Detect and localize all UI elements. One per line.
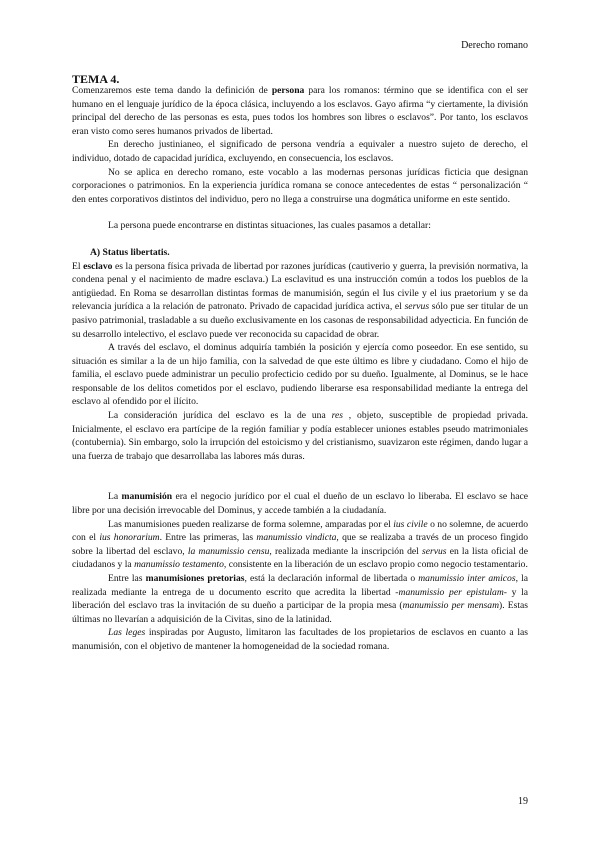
- text-run: No se aplica en derecho romano, este vocablo a las modernas personas jurídicas ficticia que designan corporaciones o patrimonios. En la experiencia jurídica romana se conoce antecedentes de estas “ personalización “ den entes corporativos distintos del individuo, pero no llega a construirse una dogmática uniforme en este sentido.: [72, 166, 528, 205]
- italic-term: la manumissio censu: [187, 545, 270, 557]
- bold-term: persona: [271, 85, 305, 96]
- text-run: consistente en la liberación de un esclavo propio como negocio testamentario.: [226, 559, 528, 571]
- italic-term: manumissio per mensam: [402, 600, 499, 612]
- text-run: En derecho justinianeo, el significado de persona vendría a equivaler a nuestro sujeto de derecho, el individuo, dotado de capacidad jurídica, excluyendo, en consecuencia, los esclavos.: [72, 139, 528, 164]
- text-run: La consideración jurídica del esclavo es la de una: [108, 410, 332, 422]
- italic-term: manumissio inter amicos: [418, 573, 516, 584]
- italic-term: servus: [421, 545, 447, 557]
- text-run: Comenzaremos este tema dando la definición de: [72, 85, 272, 96]
- bold-term: manumisiones pretorias: [145, 573, 245, 584]
- bold-term: manumisión: [121, 491, 173, 503]
- text-run: - y la liberación del esclavo tras la invitación de su dueño a participar de la propia mesa (: [72, 586, 529, 612]
- text-run: A través del esclavo, el dominus adquiría también la posición y ejercía como poseedor. En ese sentido, su situación es similar a la de un hijo familia, con la salvedad de que este último es libre y ciudadano. Como el hijo de familia, el esclavo puede administrar un peculio profecticio cedido por su dueño. Igualmente, al Dominus, se le hace responsable de los delitos cometidos por el esclavo, pudiendo liberarse esa responsabilidad mediante la entrega del esclavo al ofendido por el ilícito.: [72, 342, 528, 408]
- italic-term: manumissio per epistulam: [398, 586, 504, 598]
- italic-term: Las leges: [108, 627, 146, 639]
- paragraph: [72, 138, 528, 165]
- italic-term: ius honorarium: [99, 532, 160, 544]
- bold-term: esclavo: [83, 260, 113, 272]
- paragraph: [72, 260, 528, 342]
- paragraph: [72, 518, 528, 572]
- text-run: , que se realizaba a través de un proceso fingido sobre la libertad del esclavo,: [72, 532, 529, 557]
- paragraph: [72, 341, 528, 409]
- text-run: A) Status libertatis.: [90, 246, 170, 258]
- running-header: Derecho romano: [461, 40, 528, 51]
- text-run: , realizada mediante la inscripción del: [269, 545, 422, 557]
- paragraph: [72, 84, 528, 138]
- paragraph: [72, 490, 528, 517]
- text-run: o no solemne, de acuerdo con el: [72, 518, 529, 544]
- text-run: en la lista oficial de ciudadanos y la: [72, 545, 528, 571]
- text-run: para los romanos: término que se identifica con el ser humano en el lenguaje jurídico de la época clásica, incluyendo a los esclavos. Gayo afirma “y ciertamente, la división principal del derecho de las personas es esta, pues todos los hombres son libres o esclavos”. Por tanto, los esclavos eran visto como seres humanos privados de libertad.: [72, 85, 529, 137]
- text-run: . Entre las primeras, las: [159, 532, 257, 544]
- text-run: Las manumisiones pueden realizarse de forma solemne, amparadas por el: [108, 518, 394, 530]
- paragraph: [72, 626, 528, 653]
- italic-term: manumissio vindicta: [256, 532, 337, 544]
- text-run: , está la declaración informal de libertada o: [244, 573, 419, 584]
- text-run: La persona puede encontrarse en distintas situaciones, las cuales pasamos a detallar:: [108, 220, 431, 232]
- italic-term: ius civile: [393, 518, 428, 530]
- document-body: [72, 84, 528, 654]
- text-run: La: [108, 491, 122, 503]
- paragraph: [72, 219, 528, 233]
- text-run: Entre las: [108, 573, 146, 584]
- section-heading: [72, 246, 528, 260]
- paragraph: [72, 166, 528, 207]
- paragraph: [72, 572, 528, 626]
- text-run: , objeto, susceptible de propiedad privada. Inicialmente, el esclavo era partícipe de la región familiar y podía establecer uniones estables pseudo matrimoniales (contubernia). Sin embargo, solo la irrupción del estoicismo y del cristianismo, suavizaron este régimen, dando lugar a una fuerza de trabajo que desarrollaba las labores más duras.: [72, 410, 528, 462]
- italic-term: servus: [404, 301, 430, 313]
- text-run: sólo pue ser titular de un pasivo patrimonial, trasladable a su dueño exclusivamente en los casonas de responsabilidad adyecticia. En función de su desarrollo intelectivo, el esclavo puede ver reconocida su capacidad de obrar.: [72, 301, 528, 340]
- page-number: 19: [518, 796, 528, 807]
- text-run: El: [72, 260, 84, 272]
- text-run: ). Estas últimas no llevarían a adquisición de la Civitas, sino de la latinidad.: [72, 600, 528, 625]
- text-run: , la realizada mediante la entrega de u documento escrito que acredita la libertad -: [72, 573, 528, 598]
- text-run: inspiradas por Augusto, limitaron las facultades de los propietarios de esclavos en cuanto a las manumisión, con el objetivo de mantener la homogeneidad de la sociedad romana.: [72, 627, 528, 652]
- paragraph: [72, 409, 528, 463]
- chapter-title: TEMA 4.: [72, 72, 120, 86]
- text-run: es la persona física privada de libertad por razones jurídicas (cautiverio y guerra, la previsión normativa, la condena penal y el nacimiento de madre esclava.) La esclavitud es una instrucción común a todos los pueblos de la antigüedad. En Roma se desarrollan distintas formas de manumisión, según el Ius civile y el ius praetorium y se da relevancia jurídica a la relación de patronato. Privado de capacidad jurídica activa, el: [72, 260, 528, 313]
- italic-term: res: [331, 410, 343, 422]
- italic-term: manumissio testamento,: [134, 559, 227, 571]
- text-run: era el negocio jurídico por el cual el dueño de un esclavo lo liberaba. El esclavo se hace libre por una decisión irrevocable del Dominus, y accede también a la ciudadanía.: [72, 491, 528, 517]
